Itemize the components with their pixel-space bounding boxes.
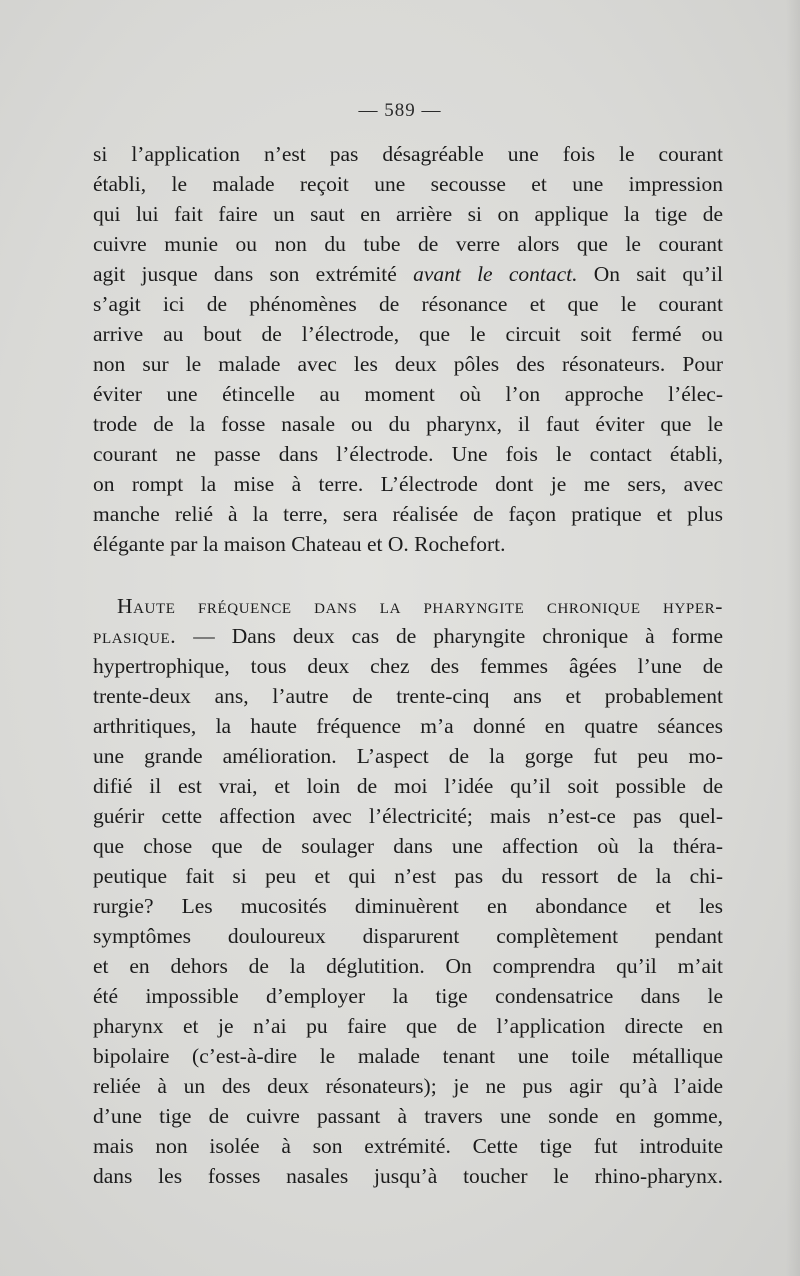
text-line: s’agit ici de phénomènes de résonance et que le courant bbox=[93, 292, 723, 316]
text-line: été impossible d’employer la tige condensatrice dans le bbox=[93, 984, 723, 1008]
page-edge-shadow bbox=[786, 0, 800, 1276]
text-line: et en dehors de la déglutition. On comprendra qu’il m’ait bbox=[93, 954, 723, 978]
text-line: trode de la fosse nasale ou du pharynx, il faut éviter que le bbox=[93, 412, 723, 436]
text-line: courant ne passe dans l’électrode. Une fois le contact établi, bbox=[93, 442, 723, 466]
text-line: d’une tige de cuivre passant à travers une sonde en gomme, bbox=[93, 1104, 723, 1128]
text-line: trente-deux ans, l’autre de trente-cinq ans et probablement bbox=[93, 684, 723, 708]
paragraph-2 bbox=[93, 591, 723, 1191]
text-line: que chose que de soulager dans une affection où la théra- bbox=[93, 834, 723, 858]
text-line: cuivre munie ou non du tube de verre alors que le courant bbox=[93, 232, 723, 256]
text-segment: — Dans deux cas de pharyngite chronique à forme bbox=[176, 624, 723, 648]
text-line: élégante par la maison Chateau et O. Rochefort. bbox=[93, 532, 506, 556]
text-line: bipolaire (c’est-à-dire le malade tenant une toile métallique bbox=[93, 1044, 723, 1068]
text-line: on rompt la mise à terre. L’électrode dont je me sers, avec bbox=[93, 472, 723, 496]
page-number: — 589 — bbox=[358, 100, 442, 121]
text-line: non sur le malade avec les deux pôles des résonateurs. Pour bbox=[93, 352, 723, 376]
text-line: établi, le malade reçoit une secousse et une impression bbox=[93, 172, 723, 196]
text-line: guérir cette affection avec l’électricité; mais n’est-ce pas quel- bbox=[93, 804, 723, 828]
text-line: rurgie? Les mucosités diminuèrent en abondance et les bbox=[93, 894, 723, 918]
italic-phrase: avant le contact. bbox=[413, 262, 578, 286]
text-line: manche relié à la terre, sera réalisée de façon pratique et plus bbox=[93, 502, 723, 526]
text-line: difié il est vrai, et loin de moi l’idée qu’il soit possible de bbox=[93, 774, 723, 798]
text-line-mixed bbox=[93, 259, 723, 289]
text-line: qui lui fait faire un saut en arrière si on applique la tige de bbox=[93, 202, 723, 226]
text-line: éviter une étincelle au moment où l’on approche l’élec- bbox=[93, 382, 723, 406]
text-line: reliée à un des deux résonateurs); je ne pus agir qu’à l’aide bbox=[93, 1074, 723, 1098]
text-line: une grande amélioration. L’aspect de la gorge fut peu mo- bbox=[93, 744, 723, 768]
text-line: arthritiques, la haute fréquence m’a donné en quatre séances bbox=[93, 714, 723, 738]
text-line: peutique fait si peu et qui n’est pas du ressort de la chi- bbox=[93, 864, 723, 888]
paragraph-1 bbox=[93, 139, 723, 559]
text-line: pharynx et je n’ai pu faire que de l’application directe en bbox=[93, 1014, 723, 1038]
text-segment: On sait qu’il bbox=[577, 262, 723, 286]
section-heading-continued: plasique. bbox=[93, 624, 177, 648]
section-heading: Haute fréquence dans la pharyngite chronique hyper- bbox=[117, 594, 723, 618]
text-line-mixed bbox=[93, 621, 723, 651]
text-line: dans les fosses nasales jusqu’à toucher le rhino-pharynx. bbox=[93, 1164, 723, 1188]
text-line: mais non isolée à son extrémité. Cette tige fut introduite bbox=[93, 1134, 723, 1158]
text-line: si l’application n’est pas désagréable une fois le courant bbox=[93, 142, 723, 166]
text-line: arrive au bout de l’électrode, que le circuit soit fermé ou bbox=[93, 322, 723, 346]
text-line: symptômes douloureux disparurent complètement pendant bbox=[93, 924, 723, 948]
text-segment: agit jusque dans son extrémité bbox=[93, 262, 414, 286]
text-line: hypertrophique, tous deux chez des femmes âgées l’une de bbox=[93, 654, 723, 678]
